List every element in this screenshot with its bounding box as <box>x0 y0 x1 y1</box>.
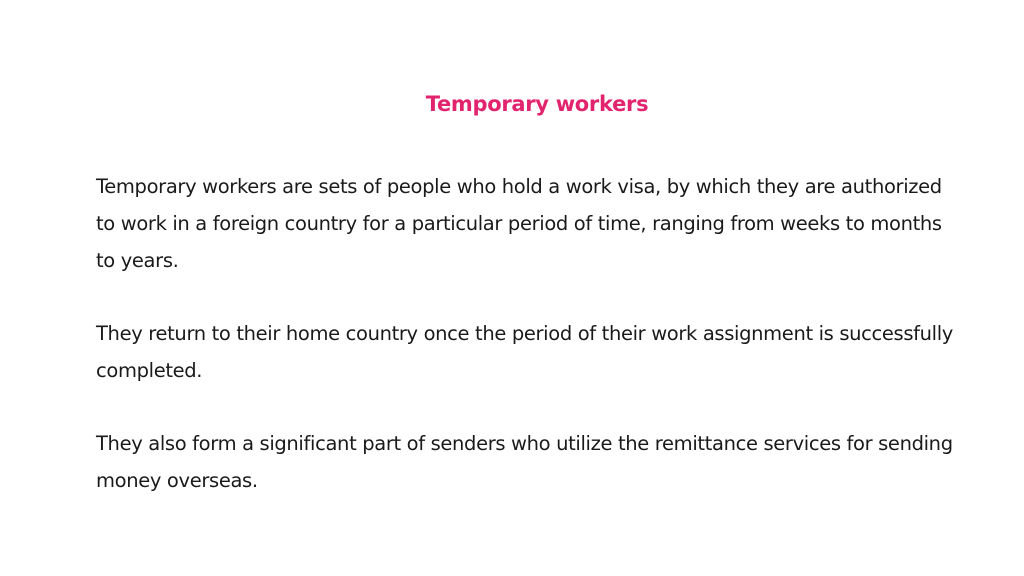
paragraph-return-home: They return to their home country once the period of their work assignment is successfully completed. <box>96 322 953 382</box>
slide-title: Temporary workers <box>425 92 649 116</box>
paragraph-definition: Temporary workers are sets of people who hold a work visa, by which they are authorized to work in a foreign country for a particular period of time, ranging from weeks to months to years. <box>96 175 942 272</box>
paragraph-remittance: They also form a significant part of senders who utilize the remittance services for sending money overseas. <box>96 432 953 492</box>
